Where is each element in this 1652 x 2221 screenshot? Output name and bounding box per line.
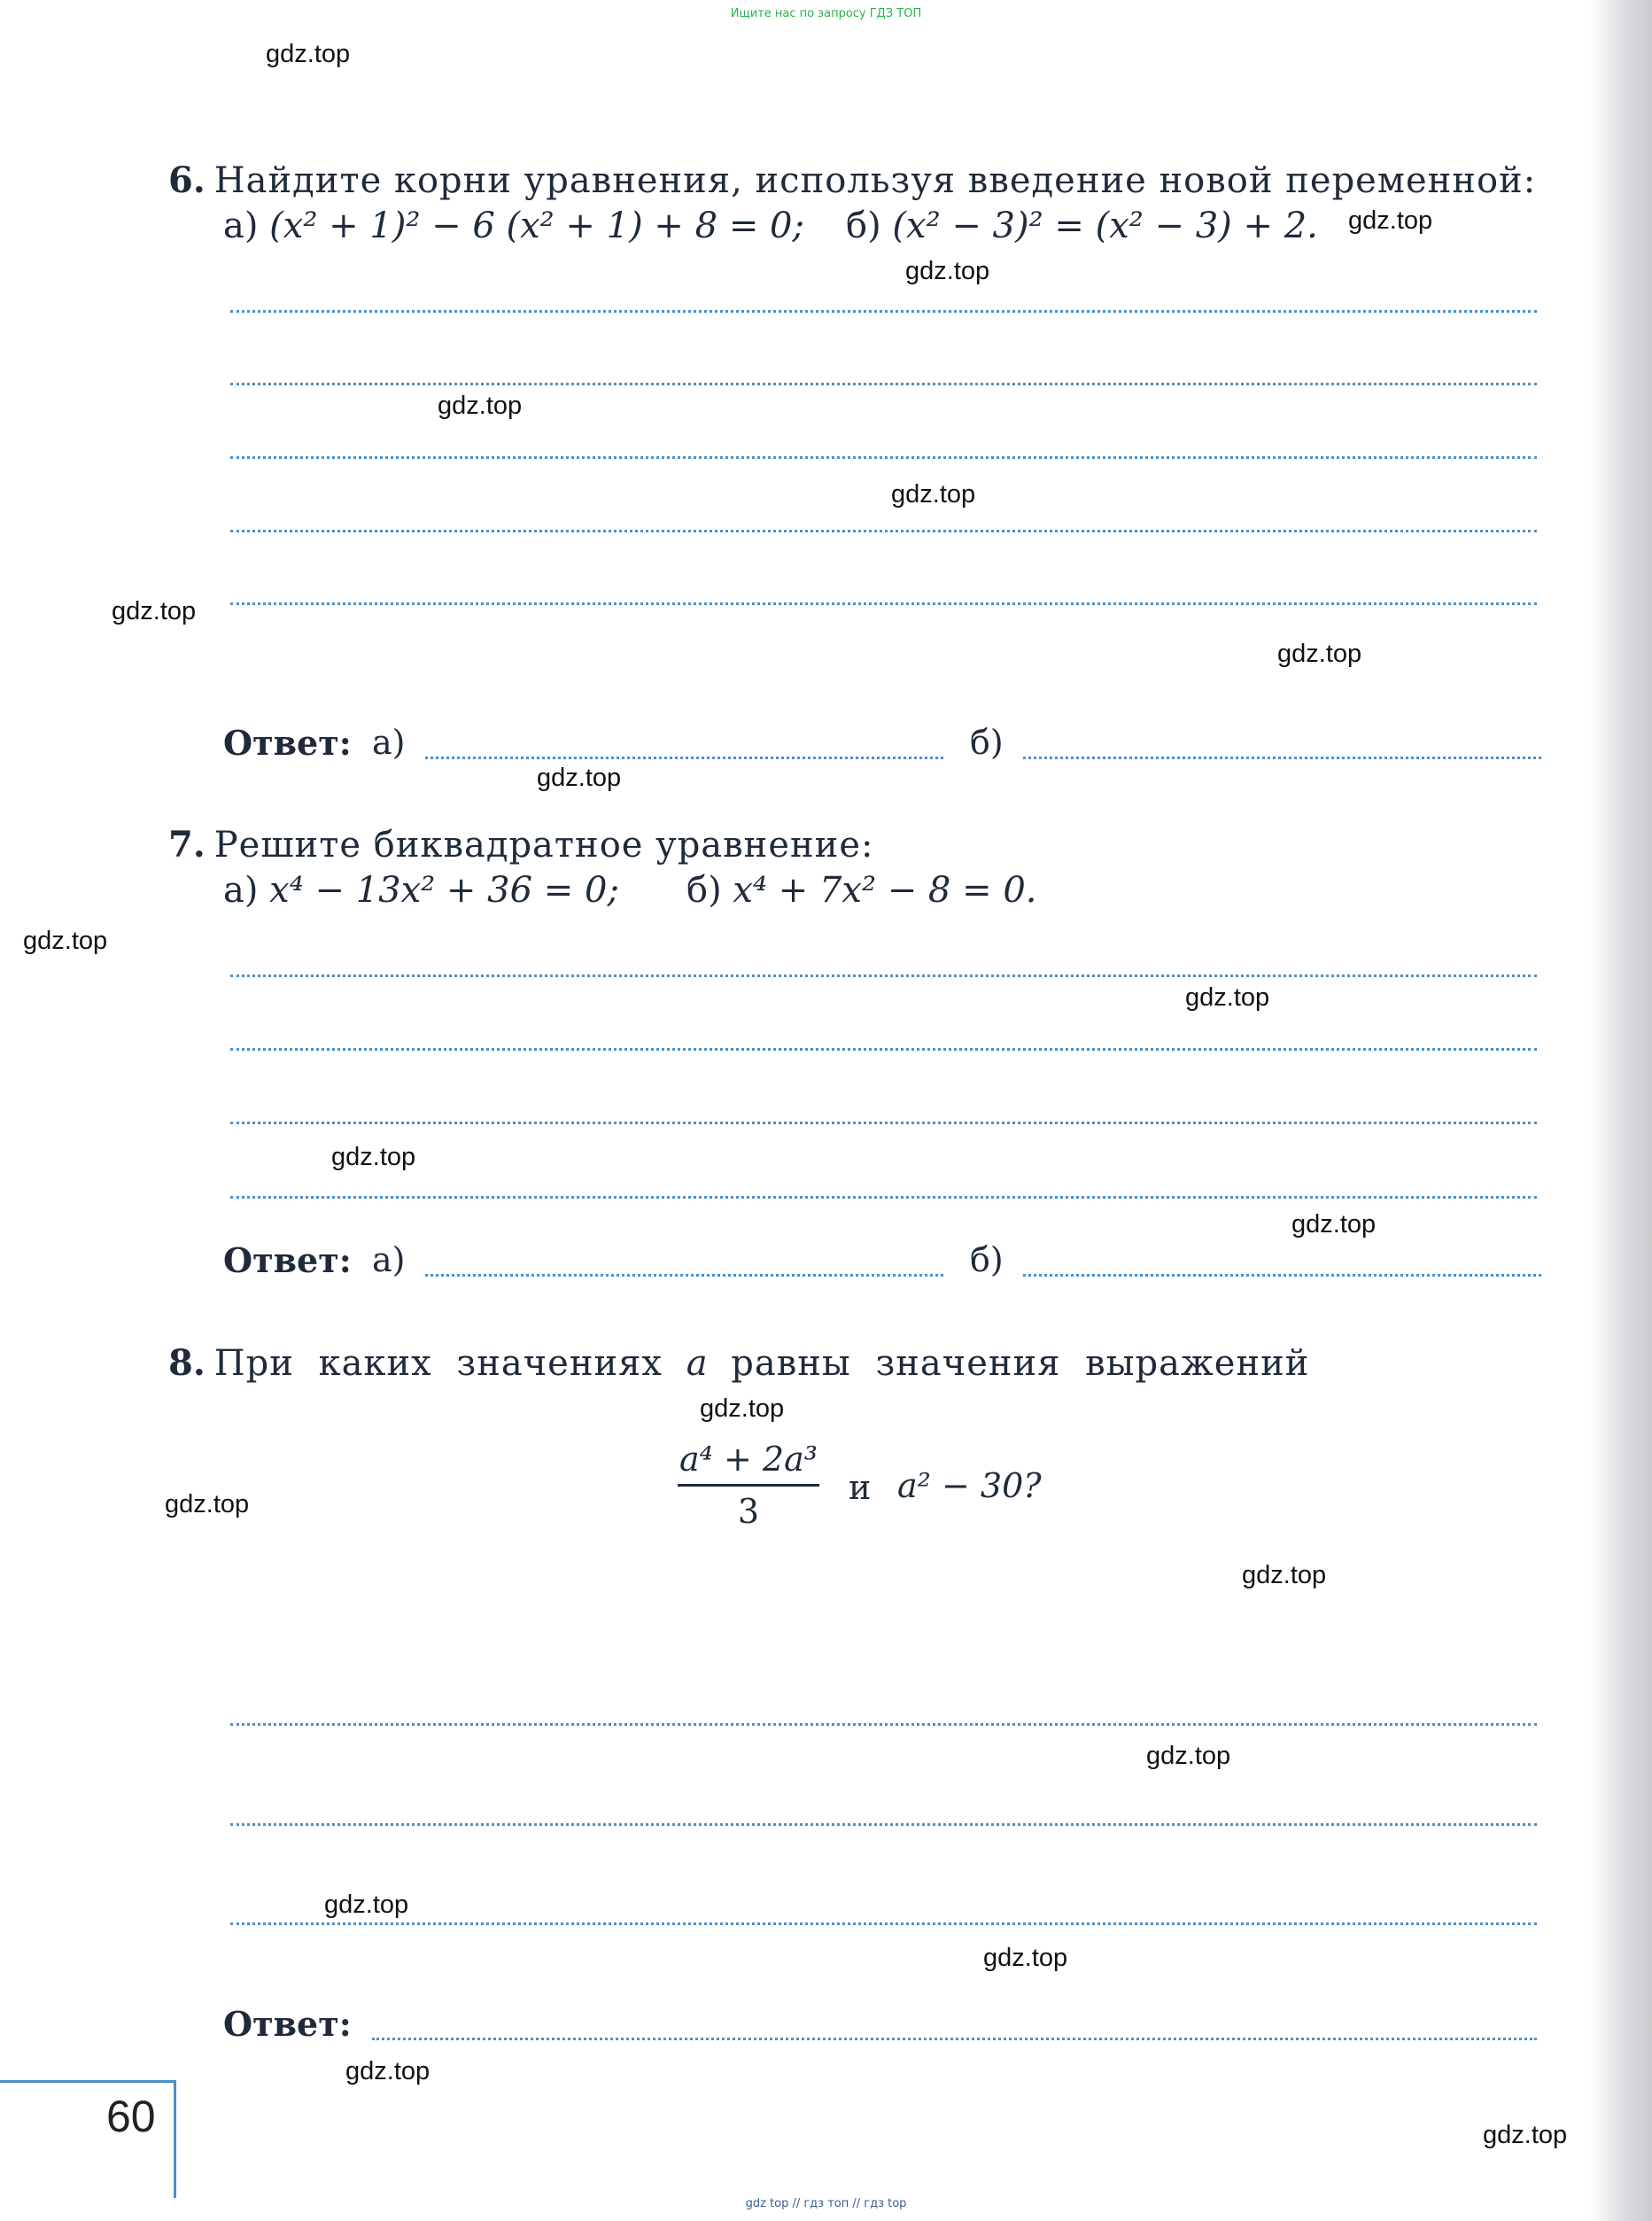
watermark: gdz.top [1242,1561,1327,1589]
watermark: gdz.top [1277,640,1362,668]
answer-line[interactable] [230,1823,1537,1826]
task-7-answer-b-line[interactable] [1023,1274,1541,1277]
watermark: gdz.top [1348,206,1433,235]
task-7-answer-a-label: а) [372,1240,406,1279]
fraction-numerator: a⁴ + 2a³ [679,1440,818,1479]
bottom-note: gdz top // гдз топ // гдз top [745,2197,907,2210]
task-7a-equation: x⁴ − 13x² + 36 = 0; [269,870,619,911]
watermark: gdz.top [1146,1742,1231,1770]
page-edge-shadow [1590,0,1652,2221]
watermark: gdz.top [345,2057,430,2085]
task-6b [846,206,1318,246]
answer-line[interactable] [230,383,1537,385]
watermark: gdz.top [905,257,990,285]
answer-line[interactable] [230,456,1537,459]
watermark: gdz.top [700,1394,785,1423]
task-6-heading [168,159,1536,202]
watermark: gdz.top [266,40,351,68]
answer-line[interactable] [230,1048,1537,1051]
task-7a-label: а) [223,870,259,911]
task-6-answer-a-label: а) [372,723,406,762]
watermark: gdz.top [891,480,976,509]
watermark: gdz.top [165,1490,250,1518]
page-number: 60 [106,2092,156,2141]
task-8-text-post: равны значения выражений [731,1343,1310,1384]
answer-line[interactable] [230,975,1537,977]
task-8-answer-line[interactable] [372,2038,1537,2040]
task-8-fraction [678,1440,819,1531]
task-8-heading [168,1342,1309,1385]
task-7b [686,870,1037,911]
watermark: gdz.top [983,1944,1068,1972]
watermark: gdz.top [324,1891,409,1919]
answer-line[interactable] [230,602,1537,605]
task-6-text: Найдите корни уравнения, используя введение новой переменной: [213,160,1537,201]
task-6a-equation: (x² + 1)² − 6 (x² + 1) + 8 = 0; [269,206,804,246]
task-7-answer-a-line[interactable] [425,1274,943,1277]
task-7-heading [168,824,873,866]
task-7b-equation: x⁴ + 7x² − 8 = 0. [733,870,1037,911]
task-6-answer-b-line[interactable] [1023,757,1541,759]
fraction-denominator: 3 [737,1492,760,1531]
watermark: gdz.top [1185,983,1270,1012]
task-8-number: 8. [168,1342,206,1384]
answer-line[interactable] [230,1196,1537,1199]
answer-line[interactable] [230,1922,1537,1925]
watermark: gdz.top [1291,1210,1377,1239]
task-6a [223,206,804,246]
task-7-number: 7. [168,824,206,866]
task-6-answer-b-label: б) [970,723,1004,762]
top-note: Ищите нас по запросу ГДЗ ТОП [730,7,922,20]
task-7-answer-b-label: б) [970,1240,1004,1279]
task-6-number: 6. [168,159,206,201]
task-6b-equation: (x² − 3)² = (x² − 3) + 2. [892,206,1318,246]
task-7a [223,870,619,911]
watermark: gdz.top [438,392,523,420]
task-8-expression-2: a² − 30? [897,1466,1042,1505]
watermark: gdz.top [331,1143,416,1171]
answer-line[interactable] [230,1723,1537,1726]
task-6-answer-label: Ответ: [223,723,352,763]
watermark: gdz.top [23,927,108,955]
watermark: gdz.top [1483,2121,1568,2149]
task-8-variable: a [686,1343,708,1384]
task-6a-label: а) [223,206,259,246]
task-6-answer-a-line[interactable] [425,757,943,759]
watermark: gdz.top [537,764,622,792]
task-7-answer-label: Ответ: [223,1240,352,1280]
answer-line[interactable] [230,530,1537,532]
task-7-text: Решите биквадратное уравнение: [213,825,874,866]
task-8-conjunction: и [849,1468,872,1507]
task-8-answer-label: Ответ: [223,2004,352,2044]
task-6b-label: б) [846,206,881,246]
watermark: gdz.top [112,597,197,625]
task-7b-label: б) [686,870,722,911]
answer-line[interactable] [230,310,1537,313]
answer-line[interactable] [230,1122,1537,1124]
task-8-text-pre: При каких значениях [213,1343,663,1384]
